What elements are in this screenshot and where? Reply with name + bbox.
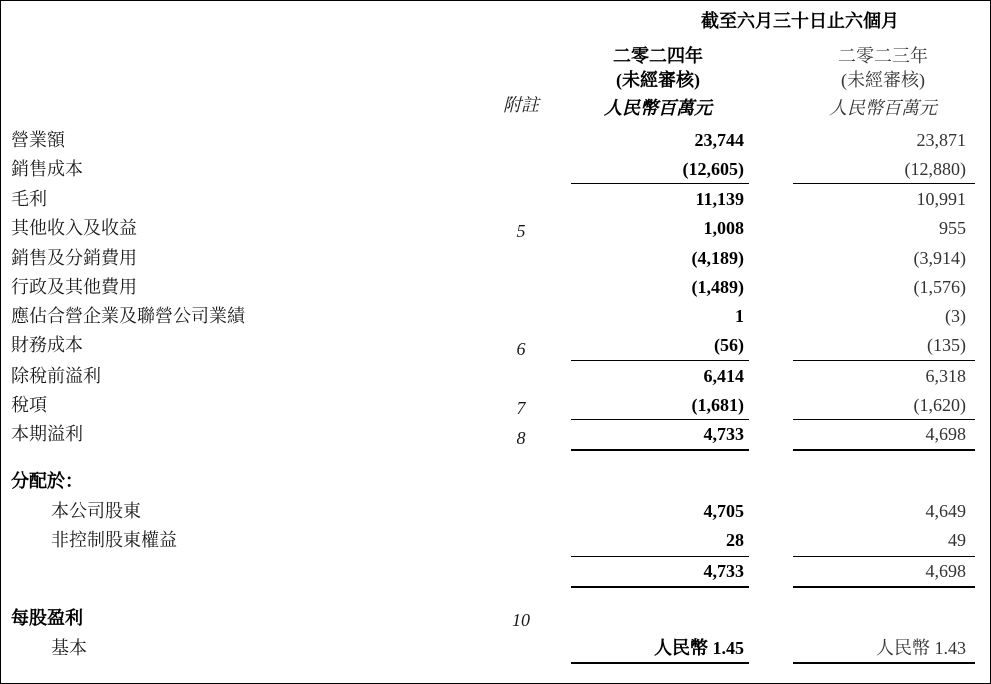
total-rule-2024 xyxy=(571,586,749,588)
value-2024-owners: 4,705 xyxy=(703,501,744,521)
row-label-owners: 本公司股東 xyxy=(51,501,141,521)
subtotal-rule-2023 xyxy=(793,556,975,557)
value-2023-cost-of-sales: (12,880) xyxy=(904,159,966,179)
note-finance-costs: 6 xyxy=(516,339,526,359)
notes-column-heading: 附註 xyxy=(503,95,539,115)
value-2023-profit-for-period: 4,698 xyxy=(925,424,966,444)
value-2024-attributable-total: 4,733 xyxy=(703,561,744,581)
row-label-selling-expenses: 銷售及分銷費用 xyxy=(11,248,137,268)
value-2024-finance-costs: (56) xyxy=(714,335,744,355)
value-2024-revenue: 23,744 xyxy=(694,130,744,150)
value-2023-owners: 4,649 xyxy=(925,501,966,521)
row-label-finance-costs: 財務成本 xyxy=(11,335,83,355)
row-label-gross-profit: 毛利 xyxy=(11,189,47,209)
row-label-share-of-results: 應佔合營企業及聯營公司業績 xyxy=(11,306,245,326)
value-2023-selling-expenses: (3,914) xyxy=(913,248,966,268)
attributable-heading: 分配於： xyxy=(11,471,83,491)
subtotal-rule-2023 xyxy=(793,419,975,420)
subtotal-rule-2024 xyxy=(571,360,749,361)
value-2024-selling-expenses: (4,189) xyxy=(691,248,744,268)
total-rule-2023 xyxy=(793,662,975,664)
value-2024-nci: 28 xyxy=(726,530,744,550)
row-label-tax: 稅項 xyxy=(11,395,47,415)
value-2024-profit-for-period: 4,733 xyxy=(703,424,744,444)
subtotal-rule-2024 xyxy=(571,556,749,557)
note-profit-for-period: 8 xyxy=(516,428,526,448)
value-2024-profit-before-tax: 6,414 xyxy=(703,366,744,386)
value-2023-other-income: 955 xyxy=(939,218,966,238)
value-2024-share-of-results: 1 xyxy=(735,306,744,326)
row-label-admin-expenses: 行政及其他費用 xyxy=(11,277,137,297)
total-rule-2024 xyxy=(571,449,749,451)
value-2024-cost-of-sales: (12,605) xyxy=(682,159,744,179)
value-2023-tax: (1,620) xyxy=(913,395,966,415)
value-2023-eps-basic: 人民幣 1.43 xyxy=(876,638,966,658)
subtotal-rule-2024 xyxy=(571,183,749,184)
value-2024-tax: (1,681) xyxy=(691,395,744,415)
row-label-profit-before-tax: 除稅前溢利 xyxy=(11,366,101,386)
row-label-cost-of-sales: 銷售成本 xyxy=(11,159,83,179)
total-rule-2023 xyxy=(793,586,975,588)
year-2023-heading: 二零二三年 xyxy=(838,46,928,66)
note-tax: 7 xyxy=(516,398,526,418)
eps-heading: 每股盈利 xyxy=(11,608,83,628)
value-2024-gross-profit: 11,139 xyxy=(695,189,744,209)
row-label-other-income: 其他收入及收益 xyxy=(11,218,137,238)
value-2024-other-income: 1,008 xyxy=(703,218,744,238)
subtotal-rule-2023 xyxy=(793,183,975,184)
row-label-profit-for-period: 本期溢利 xyxy=(11,424,83,444)
total-rule-2024 xyxy=(571,662,749,664)
currency-2024: 人民幣百萬元 xyxy=(604,98,712,118)
year-2024-heading: 二零二四年 xyxy=(613,46,703,66)
value-2023-revenue: 23,871 xyxy=(916,130,966,150)
value-2024-admin-expenses: (1,489) xyxy=(691,277,744,297)
value-2024-eps-basic: 人民幣 1.45 xyxy=(654,638,744,658)
total-rule-2023 xyxy=(793,449,975,451)
row-label-eps-basic: 基本 xyxy=(51,638,87,658)
row-label-revenue: 營業額 xyxy=(11,130,65,150)
value-2023-admin-expenses: (1,576) xyxy=(913,277,966,297)
value-2023-gross-profit: 10,991 xyxy=(916,189,966,209)
value-2023-finance-costs: (135) xyxy=(927,335,966,355)
unaudited-2024: (未經審核) xyxy=(616,70,700,90)
value-2023-profit-before-tax: 6,318 xyxy=(925,366,966,386)
subtotal-rule-2023 xyxy=(793,360,975,361)
subtotal-rule-2024 xyxy=(571,419,749,420)
currency-2023: 人民幣百萬元 xyxy=(829,98,937,118)
note-eps: 10 xyxy=(512,610,530,630)
value-2023-attributable-total: 4,698 xyxy=(925,561,966,581)
unaudited-2023: (未經審核) xyxy=(841,70,925,90)
value-2023-nci: 49 xyxy=(948,530,966,550)
note-other-income: 5 xyxy=(516,221,526,241)
period-heading: 截至六月三十日止六個月 xyxy=(701,11,899,31)
row-label-nci: 非控制股東權益 xyxy=(51,530,177,550)
value-2023-share-of-results: (3) xyxy=(945,306,966,326)
